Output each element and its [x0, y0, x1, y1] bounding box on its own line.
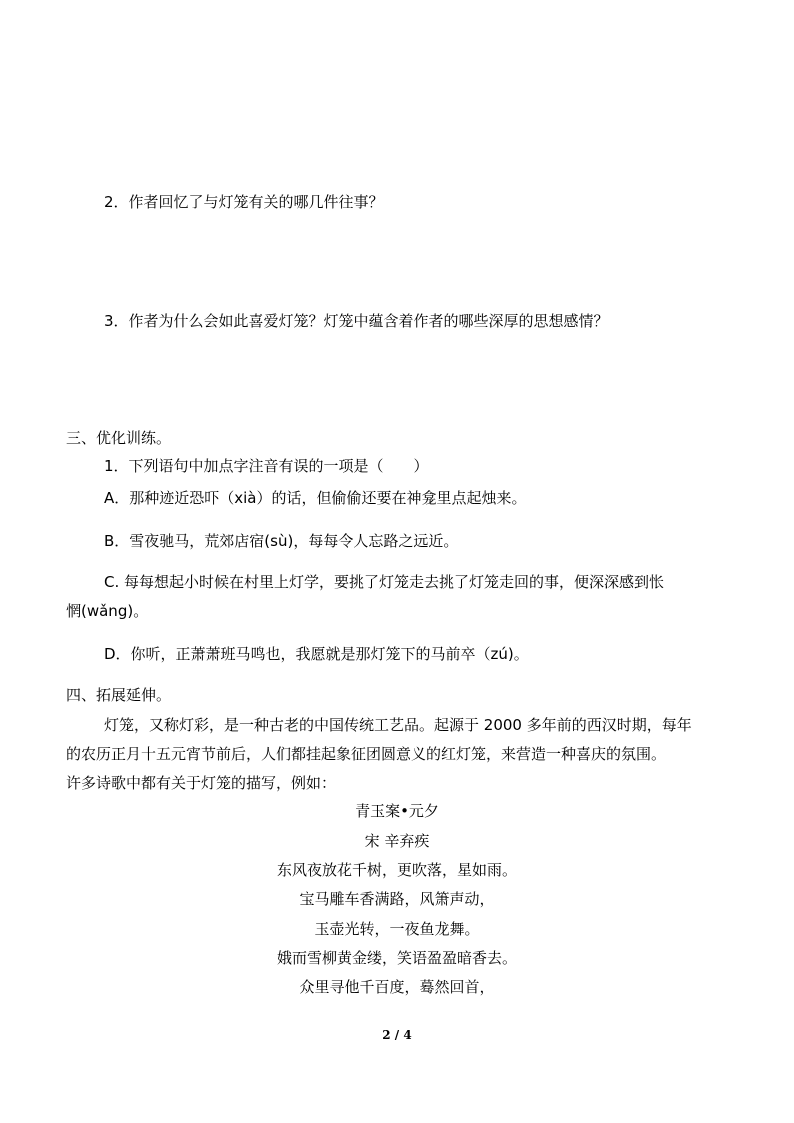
poem-title: 青玉案•元夕: [355, 802, 439, 820]
poem-line: 宝马雕车香满路，风箫声动，: [299, 890, 495, 908]
option-b: B．雪夜驰马，荒郊店宿(sù)，每每令人忘路之远近。: [104, 532, 459, 550]
section-4-paragraph-line-2: 的农历正月十五元宵节前后，人们都挂起象征团圆意义的红灯笼，来营造一种喜庆的氛围。: [66, 745, 667, 763]
poem-line: 娥而雪柳黄金缕，笑语盈盈暗香去。: [276, 949, 517, 967]
poem-author: 宋 辛弃疾: [364, 832, 430, 850]
option-c-line-2: 惘(wǎng)。: [66, 602, 149, 620]
section-4-heading: 四、拓展延伸。: [66, 686, 172, 704]
section-4-paragraph-line-1: 灯笼，又称灯彩，是一种古老的中国传统工艺品。起源于 2000 多年前的西汉时期，每年: [104, 716, 692, 734]
page-number: 2 / 4: [382, 1028, 412, 1042]
option-c-line-1: C. 每每想起小时候在村里上灯学，要挑了灯笼走去挑了灯笼走回的事，便深深感到怅: [104, 573, 665, 591]
option-a: A．那种迹近恐吓（xià）的话，但偷偷还要在神龛里点起烛来。: [104, 489, 527, 507]
section-3-heading: 三、优化训练。: [66, 429, 172, 447]
question-3: 3．作者为什么会如此喜爱灯笼？灯笼中蕴含着作者的哪些深厚的思想感情？: [104, 312, 609, 330]
poem-line: 玉壶光转，一夜鱼龙舞。: [314, 920, 480, 938]
poem-line: 众里寻他千百度，蓦然回首，: [299, 978, 495, 996]
poem-line: 东风夜放花千树，更吹落，星如雨。: [276, 861, 517, 879]
question-2: 2．作者回忆了与灯笼有关的哪几件往事？: [104, 193, 384, 211]
section-4-paragraph-line-3: 许多诗歌中都有关于灯笼的描写，例如：: [66, 774, 337, 792]
option-d: D．你听，正萧萧班马鸣也，我愿就是那灯笼下的马前卒（zú)。: [104, 645, 529, 663]
section-3-question: 1．下列语句中加点字注音有误的一项是（ ）: [104, 457, 429, 475]
